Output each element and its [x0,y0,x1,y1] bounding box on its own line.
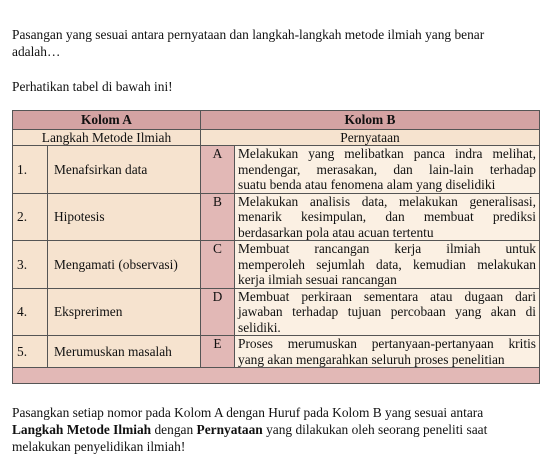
statement-letter: C [201,241,235,289]
table-row [13,193,540,241]
statement-text [235,193,540,241]
column-a-header: Kolom A [13,111,201,130]
statement-line: berdasarkan pola atau acuan tertentu [238,224,434,240]
column-a-subheader: Langkah Metode Ilmiah [13,129,201,146]
statement-line: memperoleh sejumlah data, kemudian melakukan [238,256,536,272]
matching-table [12,110,540,384]
bold-term-steps: Langkah Metode Ilmiah [12,422,152,437]
closing-connector: dengan [151,422,197,437]
step-label: Merumuskan masalah [48,336,201,368]
row-number: 3. [13,241,48,289]
statement-line: Proses merumuskan pertanyaan-pertanyaan kritis [238,336,536,351]
statement-line: jawaban terhadap tujuan percobaan yang akan di [238,304,536,319]
instruction-text: Perhatikan tabel di bawah ini! [12,79,173,94]
step-label: Hipotesis [48,193,201,241]
row-number: 5. [13,336,48,368]
statement-line: suatu benda atau fenomena alam yang diselidiki [238,177,496,192]
statement-line: menarik kesimpulan, dan membuat prediksi [238,209,536,224]
table-row [13,336,540,368]
statement-line: Membuat perkiraan sementara atau dugaan dari [238,288,536,304]
statement-line: kerja ilmiah sesuai rancangan [238,272,397,287]
question-line-1: Pasangan yang sesuai antara pernyataan dan langkah-langkah metode ilmiah yang benar [12,27,485,42]
table-row [13,288,540,336]
table-row [13,146,540,194]
row-number: 4. [13,288,48,336]
statement-text [235,288,540,336]
closing-line-3: melakukan penyelidikan ilmiah! [12,439,186,454]
statement-text [235,241,540,289]
column-b-subheader: Pernyataan [201,129,540,146]
statement-line: Melakukan analisis data, melakukan generalisasi, [238,193,536,209]
statement-letter: B [201,193,235,241]
statement-line: Membuat rancangan kerja ilmiah untuk [238,241,536,256]
statement-letter: E [201,336,235,368]
step-label: Mengamati (observasi) [48,241,201,289]
statement-text [235,146,540,194]
statement-line: Melakukan yang melibatkan panca indra melihat, [238,146,536,161]
closing-line-2-end: yang dilakukan oleh seorang peneliti saat [262,422,488,437]
bold-term-statement: Pernyataan [196,422,263,437]
statement-text [235,336,540,368]
statement-line: mendengar, merasakan, dan lain-lain terhadap [238,161,536,177]
statement-line: selidiki. [238,319,281,335]
statement-line: yang akan mengarahkan seluruh proses penelitian [238,351,505,367]
closing-line-1: Pasangkan setiap nomor pada Kolom A dengan Huruf pada Kolom B yang sesuai antara [12,405,484,420]
statement-letter: D [201,288,235,336]
closing-line-2 [12,421,487,438]
row-number: 1. [13,146,48,194]
table-empty-row [13,368,540,384]
step-label: Eksprerimen [48,288,201,336]
question-line-2: adalah… [12,44,61,59]
empty-cell [13,368,540,384]
row-number: 2. [13,193,48,241]
statement-letter: A [201,146,235,194]
step-label: Menafsirkan data [48,146,201,194]
column-b-header: Kolom B [201,111,540,130]
table-row [13,241,540,289]
